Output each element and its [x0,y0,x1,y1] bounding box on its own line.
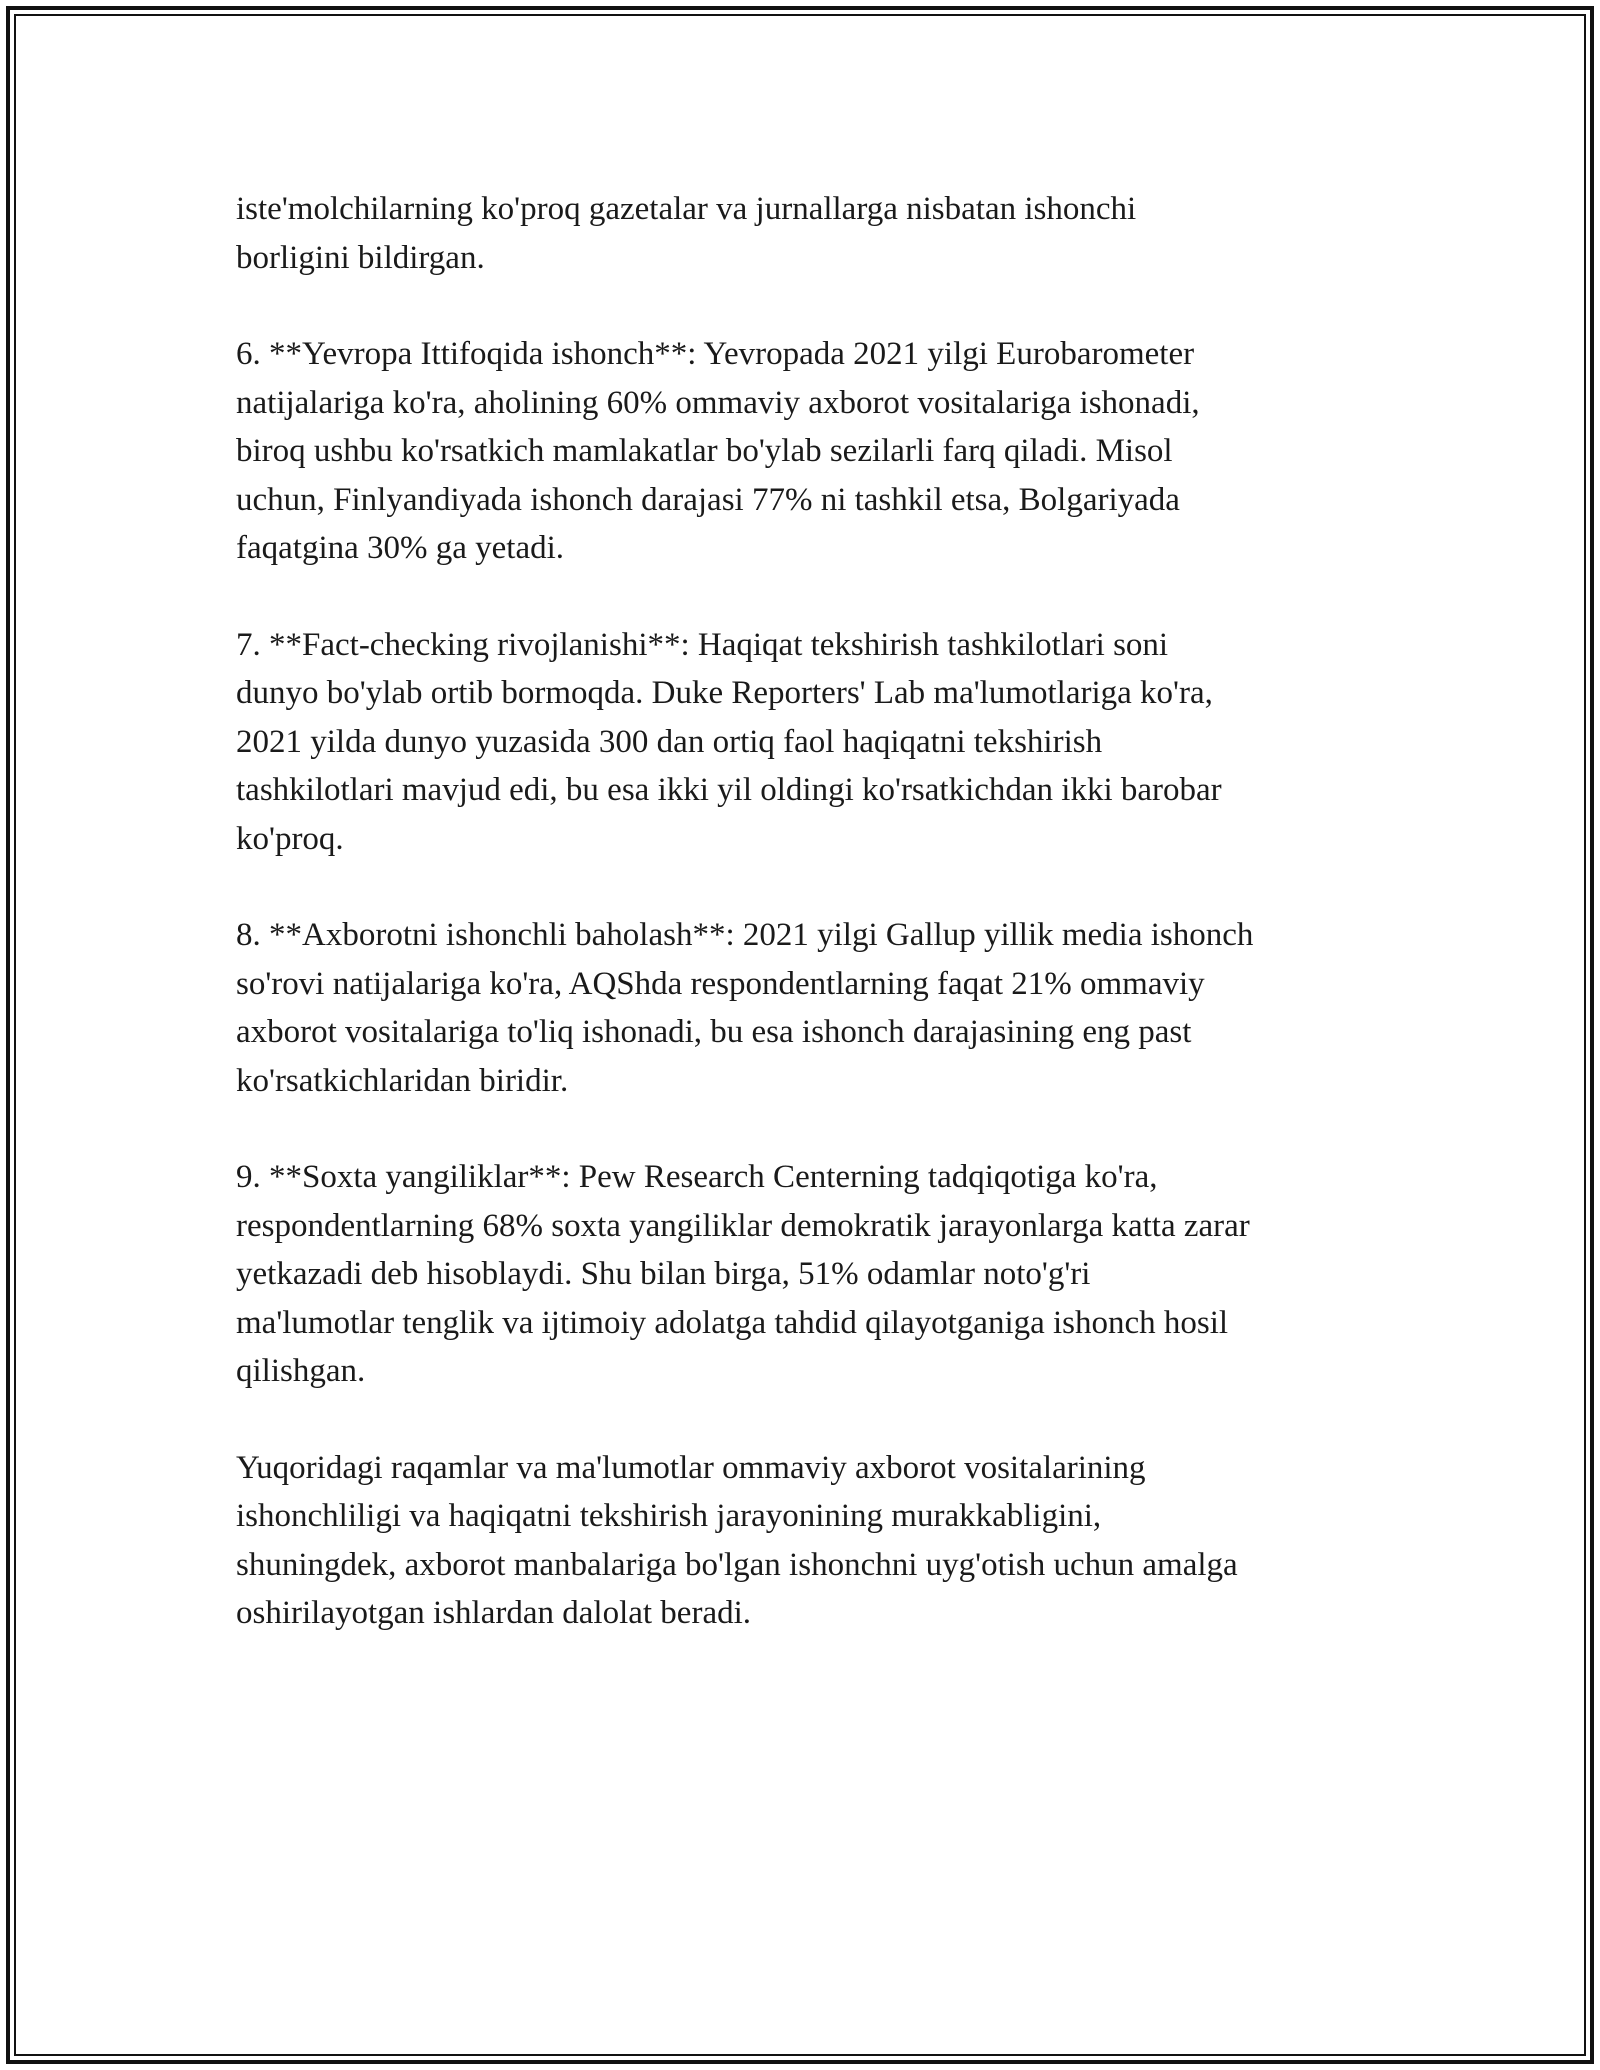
text-line: faqatgina 30% ga yetadi. [236,530,565,566]
text-line: so'rovi natijalariga ko'ra, AQShda respondentlarning faqat 21% ommaviy [236,965,1205,1002]
text-line: yetkazadi deb hisoblaydi. Shu bilan birga, 51% odamlar noto'g'ri [236,1256,1091,1292]
paragraph-item-8 [236,911,1396,1105]
text-line: biroq ushbu ko'rsatkich mamlakatlar bo'ylab sezilarli farq qiladi. Misol [236,433,1173,469]
text-line: iste'molchilarning ko'proq gazetalar va jurnallarga nisbatan ishonchi [236,191,1137,227]
paragraph-conclusion [236,1444,1396,1638]
text-line: ishonchliligi va haqiqatni tekshirish jarayonining murakkabligini, [236,1498,1102,1534]
paragraph-item-7 [236,621,1396,864]
text-line: ko'rsatkichlaridan biridir. [236,1062,569,1099]
text-line: dunyo bo'ylab ortib bormoqda. Duke Reporters' Lab ma'lumotlariga ko'ra, [236,675,1213,711]
text-line: qilishgan. [236,1353,366,1389]
paragraph-item-9 [236,1153,1396,1396]
text-line: 7. **Fact-checking rivojlanishi**: Haqiqat tekshirish tashkilotlari soni [236,626,1169,663]
text-line: 2021 yilda dunyo yuzasida 300 dan ortiq faol haqiqatni tekshirish [236,723,1103,760]
text-line: tashkilotlari mavjud edi, bu esa ikki yil oldingi ko'rsatkichdan ikki barobar [236,772,1222,808]
text-line: respondentlarning 68% soxta yangiliklar demokratik jarayonlarga katta zarar [236,1207,1250,1244]
text-line: ma'lumotlar tenglik va ijtimoiy adolatga tahdid qilayotganiga ishonch hosil [236,1304,1229,1341]
text-line: 6. **Yevropa Ittifoqida ishonch**: Yevropada 2021 yilgi Eurobarometer [236,336,1195,372]
document-body [236,185,1396,1686]
text-line: borligini bildirgan. [236,239,485,276]
text-line: Yuqoridagi raqamlar va ma'lumotlar ommaviy axborot vositalarining [236,1449,1146,1486]
paragraph-continuation [236,185,1396,282]
text-line: axborot vositalariga to'liq ishonadi, bu esa ishonch darajasining eng past [236,1014,1192,1050]
text-line: uchun, Finlyandiyada ishonch darajasi 77% ni tashkil etsa, Bolgariyada [236,481,1180,518]
text-line: 9. **Soxta yangiliklar**: Pew Research Centerning tadqiqotiga ko'ra, [236,1159,1158,1195]
text-line: shuningdek, axborot manbalariga bo'lgan ishonchni uyg'otish uchun amalga [236,1546,1238,1583]
text-line: oshirilayotgan ishlardan dalolat beradi. [236,1595,752,1631]
text-line: 8. **Axborotni ishonchli baholash**: 2021 yilgi Gallup yillik media ishonch [236,917,1254,953]
text-line: natijalariga ko'ra, aholining 60% ommaviy axborot vositalariga ishonadi, [236,384,1200,421]
text-line: ko'proq. [236,820,344,857]
paragraph-item-6 [236,330,1396,573]
